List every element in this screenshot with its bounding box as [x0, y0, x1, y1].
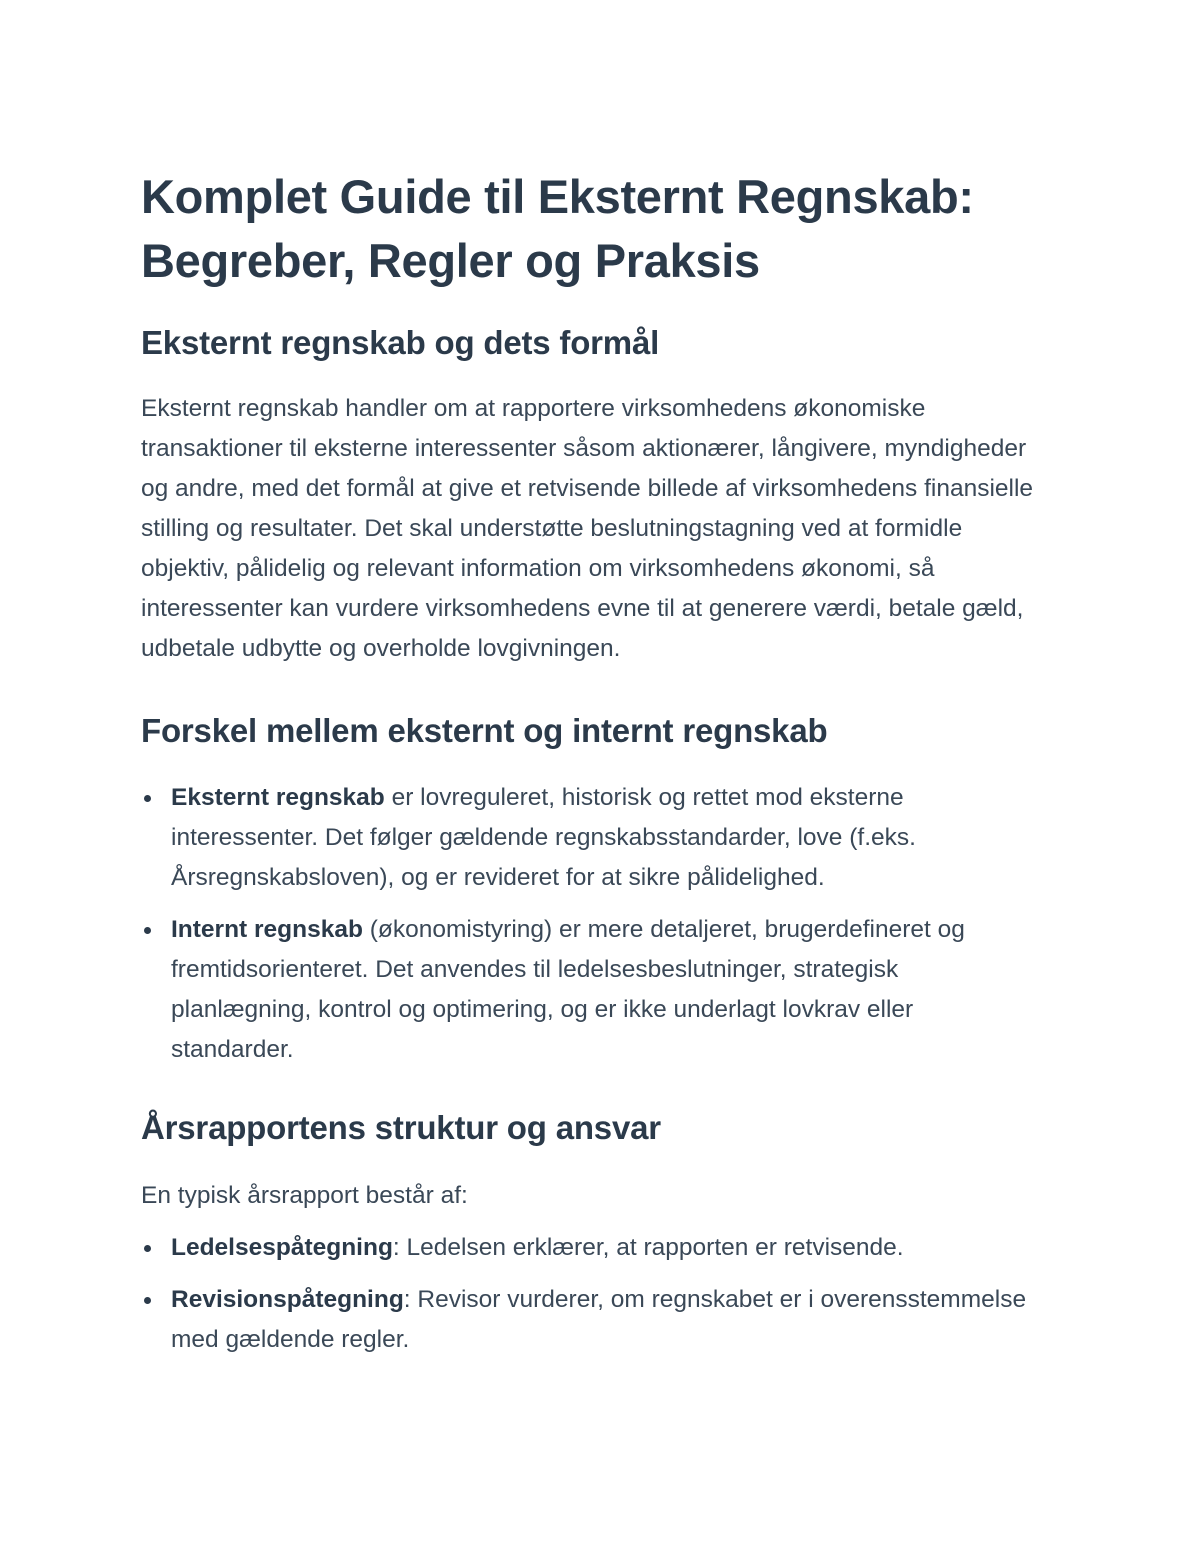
- bullet-list-struktur: [141, 1228, 1041, 1360]
- list-item-term: Revisionspåtegning: [171, 1286, 404, 1313]
- bullet-icon: [144, 795, 151, 802]
- document-title: Komplet Guide til Eksternt Regnskab: Begreber, Regler og Praksis: [141, 170, 974, 287]
- list-item: [141, 1228, 1041, 1268]
- bullet-list-forskel: [141, 778, 1041, 1070]
- list-item-term: Internt regnskab: [171, 916, 363, 943]
- list-item: [141, 910, 1041, 1070]
- bullet-icon: [144, 1297, 151, 1304]
- list-item: [141, 1280, 1041, 1360]
- bullet-icon: [144, 1245, 151, 1252]
- section-heading-struktur: Årsrapportens struktur og ansvar: [141, 1109, 661, 1146]
- list-item-text: (økonomistyring) er mere detaljeret, brugerdefineret og fremtidsorienteret. Det anvendes til ledelsesbeslutninger, strategisk planlægning, kontrol og optimering, og er ikke underlagt lovkrav eller standarder.: [171, 916, 965, 1063]
- bullet-icon: [144, 927, 151, 934]
- list-item-term: Ledelsespåtegning: [171, 1234, 393, 1261]
- list-item-text: : Ledelsen erklærer, at rapporten er retvisende.: [392, 1234, 904, 1261]
- list-item-text: er lovreguleret, historisk og rettet mod eksterne interessenter. Det følger gældende regnskabsstandarder, love (f.eks. Årsregnskabsloven), og er revideret for at sikre pålidelighed.: [171, 784, 916, 891]
- list-item-text: : Revisor vurderer, om regnskabet er i overensstemmelse med gældende regler.: [171, 1286, 1027, 1353]
- document-page: [141, 165, 1041, 1372]
- list-item-term: Eksternt regnskab: [171, 784, 385, 811]
- section-heading-formaal: Eksternt regnskab og dets formål: [141, 324, 660, 361]
- section-heading-forskel: Forskel mellem eksternt og internt regnskab: [141, 712, 828, 749]
- section-paragraph-struktur: En typisk årsrapport består af:: [141, 1182, 468, 1209]
- section-paragraph-formaal: Eksternt regnskab handler om at rapportere virksomhedens økonomiske transaktioner til eksterne interessenter såsom aktionærer, långivere, myndigheder og andre, med det formål at give et retvisende billede af virksomhedens finansielle stilling og resultater. Det skal understøtte beslutningstagning ved at formidle objektiv, pålidelig og relevant information om virksomhedens økonomi, så interessenter kan vurdere virksomhedens evne til at generere værdi, betale gæld, udbetale udbytte og overholde lovgivningen.: [141, 395, 1034, 662]
- list-item: [141, 778, 1041, 898]
